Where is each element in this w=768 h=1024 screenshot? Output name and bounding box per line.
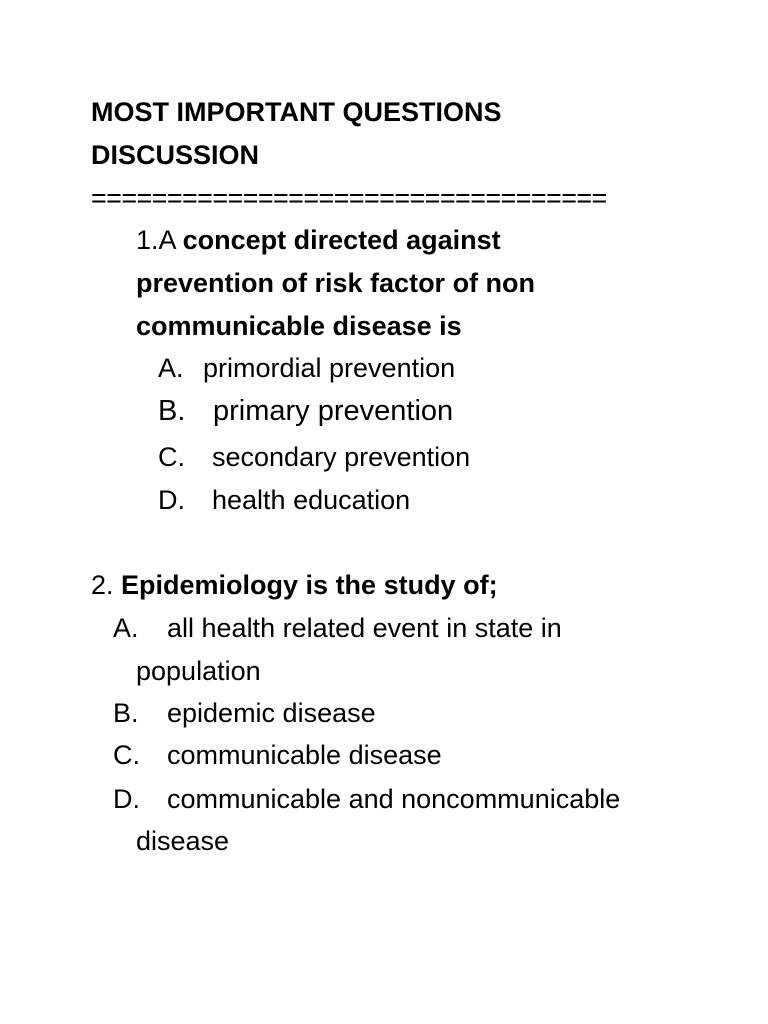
- question-2-stem-text-1: Epidemiology is the study of;: [121, 570, 498, 600]
- divider-line: ==================================: [91, 183, 607, 213]
- option-letter: D.: [113, 784, 140, 814]
- option-text: all health related event in state in: [167, 613, 562, 643]
- option-letter: D.: [158, 485, 185, 515]
- option-text: communicable disease: [167, 740, 442, 770]
- question-2-option-a-continuation: population: [136, 656, 261, 686]
- option-letter: A.: [158, 353, 184, 383]
- question-2-number: 2.: [91, 570, 122, 600]
- question-1-stem-text-1: concept directed against: [182, 225, 501, 255]
- option-text: epidemic disease: [167, 698, 376, 728]
- question-1-stem-line-2: prevention of risk factor of non: [136, 268, 536, 298]
- option-letter: C.: [113, 740, 140, 770]
- question-1-stem-line-3: communicable disease is: [136, 311, 462, 341]
- option-letter: B.: [113, 698, 139, 728]
- option-text: primordial prevention: [203, 353, 456, 383]
- question-1-stem-line-1: [136, 225, 501, 255]
- page-title-line-1: MOST IMPORTANT QUESTIONS: [91, 97, 502, 127]
- question-1-number: 1.: [136, 225, 159, 255]
- question-2-stem-line-1: [91, 570, 498, 600]
- option-letter: B.: [158, 395, 186, 427]
- option-text: health education: [212, 485, 411, 515]
- option-letter: C.: [158, 442, 185, 472]
- option-text: communicable and noncommunicable: [167, 784, 621, 814]
- option-letter: A.: [113, 613, 139, 643]
- question-1-lead: A: [158, 225, 183, 255]
- page-title-line-2: DISCUSSION: [91, 140, 260, 170]
- option-text: secondary prevention: [212, 442, 471, 472]
- option-text: primary prevention: [213, 395, 454, 427]
- question-2-option-d-continuation: disease: [136, 826, 230, 856]
